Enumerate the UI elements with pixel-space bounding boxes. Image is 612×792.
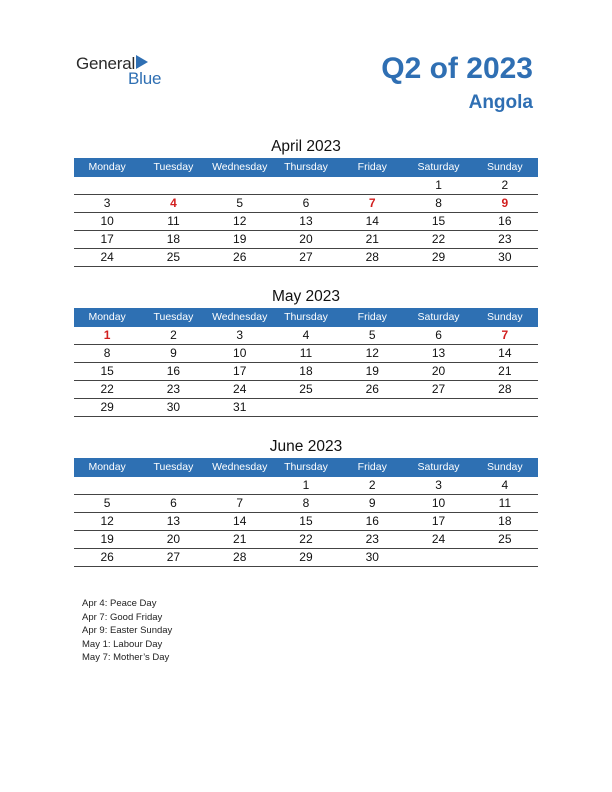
month-title: May 2023 <box>271 288 341 305</box>
day-header-saturday: Saturday <box>417 461 460 473</box>
week-row <box>74 231 538 249</box>
holiday-note: Apr 7: Good Friday <box>82 611 163 623</box>
month-title: April 2023 <box>271 138 341 155</box>
day-header-sunday: Sunday <box>487 161 523 173</box>
day-cell: 5 <box>368 328 376 342</box>
day-cell: 28 <box>365 250 379 264</box>
day-cell: 30 <box>166 400 181 414</box>
day-cell: 12 <box>100 514 114 528</box>
day-cell: 7 <box>236 496 244 510</box>
week-row <box>74 549 538 567</box>
holiday-note: May 7: Mother’s Day <box>82 652 170 663</box>
day-cell: 15 <box>299 514 313 528</box>
day-cell: 25 <box>498 532 512 546</box>
day-cell: 22 <box>299 532 313 546</box>
day-cell: 28 <box>498 382 512 396</box>
day-cell: 1 <box>103 328 111 342</box>
day-cell: 18 <box>498 514 512 528</box>
day-header-saturday: Saturday <box>417 161 460 173</box>
day-cell <box>140 177 206 194</box>
day-cell: 6 <box>302 196 310 210</box>
day-cell: 4 <box>501 478 509 492</box>
week-row <box>74 495 538 513</box>
day-cell: 29 <box>431 250 446 264</box>
day-cell: 26 <box>365 382 379 396</box>
day-header-row <box>74 308 538 327</box>
day-cell: 19 <box>100 532 114 546</box>
day-cell: 6 <box>170 496 177 510</box>
day-cell: 11 <box>167 214 180 228</box>
day-cell: 4 <box>170 196 177 210</box>
logo-blue-text: Blue <box>128 69 162 88</box>
day-header-thursday: Thursday <box>284 311 328 323</box>
day-cell: 29 <box>100 400 114 414</box>
day-cell: 22 <box>100 382 114 396</box>
day-cell: 21 <box>233 532 247 546</box>
day-cell <box>472 399 538 416</box>
weeks <box>74 477 538 567</box>
day-cell: 10 <box>233 346 247 360</box>
week-row <box>74 213 538 231</box>
month-april <box>74 136 538 267</box>
day-cell: 18 <box>299 364 313 378</box>
day-cell: 27 <box>166 550 181 564</box>
day-header-friday: Friday <box>357 461 387 473</box>
day-cell: 12 <box>365 346 379 360</box>
day-cell: 9 <box>170 346 177 360</box>
day-header-sunday: Sunday <box>487 461 523 473</box>
day-header-row <box>74 158 538 177</box>
day-cell <box>140 477 206 494</box>
month-may <box>74 286 538 417</box>
day-header-friday: Friday <box>357 161 387 173</box>
day-cell: 15 <box>431 214 446 228</box>
day-cell: 24 <box>431 532 446 546</box>
day-cell: 28 <box>233 550 247 564</box>
day-cell: 17 <box>233 364 247 378</box>
holiday-notes <box>82 597 172 665</box>
day-cell: 7 <box>501 328 509 342</box>
day-cell: 16 <box>365 514 379 528</box>
day-cell: 4 <box>302 328 310 342</box>
day-cell: 23 <box>365 532 379 546</box>
day-cell: 31 <box>233 400 247 414</box>
country-name: Angola <box>468 92 533 113</box>
day-cell: 15 <box>100 364 114 378</box>
day-cell: 10 <box>431 496 446 510</box>
week-row <box>74 249 538 267</box>
day-cell: 20 <box>431 364 446 378</box>
day-cell: 8 <box>435 196 442 210</box>
holiday-note: May 1: Labour Day <box>82 638 163 650</box>
day-cell: 30 <box>498 250 512 264</box>
day-header-thursday: Thursday <box>284 461 328 473</box>
day-cell: 22 <box>431 232 446 246</box>
day-cell: 23 <box>498 232 512 246</box>
day-cell: 16 <box>498 214 512 228</box>
day-header-wednesday: Wednesday <box>212 461 268 473</box>
day-cell: 11 <box>299 346 313 360</box>
day-cell: 13 <box>166 514 181 528</box>
month-title: June 2023 <box>269 438 343 455</box>
day-header-monday: Monday <box>88 161 126 173</box>
day-header-monday: Monday <box>88 311 126 323</box>
day-cell <box>339 177 405 194</box>
day-cell <box>74 177 140 194</box>
day-cell: 17 <box>431 514 446 528</box>
day-cell: 6 <box>435 328 442 342</box>
generalblue-logo <box>76 52 186 88</box>
day-cell <box>273 399 339 416</box>
day-cell: 8 <box>302 496 310 510</box>
day-cell: 9 <box>368 496 376 510</box>
day-cell: 2 <box>170 328 177 342</box>
logo-general-text: General <box>76 54 136 73</box>
page-title: Q2 of 2023 <box>381 52 533 85</box>
day-cell: 19 <box>233 232 247 246</box>
holiday-note: Apr 9: Easter Sunday <box>82 625 173 636</box>
day-header-wednesday: Wednesday <box>212 311 268 323</box>
week-row <box>74 327 538 345</box>
day-header-saturday: Saturday <box>417 311 460 323</box>
day-cell: 27 <box>299 250 313 264</box>
day-cell: 1 <box>302 478 310 492</box>
day-cell: 8 <box>103 346 111 360</box>
day-cell: 21 <box>498 364 512 378</box>
day-header-tuesday: Tuesday <box>153 161 194 173</box>
day-cell <box>74 477 140 494</box>
day-cell: 27 <box>431 382 446 396</box>
week-row <box>74 381 538 399</box>
day-header-sunday: Sunday <box>487 311 523 323</box>
day-cell: 3 <box>236 328 244 342</box>
day-cell: 23 <box>166 382 181 396</box>
day-header-tuesday: Tuesday <box>153 311 194 323</box>
day-cell: 24 <box>100 250 114 264</box>
week-row <box>74 363 538 381</box>
day-cell: 5 <box>103 496 111 510</box>
month-june <box>74 436 538 567</box>
day-header-wednesday: Wednesday <box>212 161 268 173</box>
day-header-friday: Friday <box>357 311 387 323</box>
day-cell <box>405 549 471 566</box>
day-cell: 14 <box>233 514 247 528</box>
day-cell: 2 <box>501 178 509 192</box>
day-header-row <box>74 458 538 477</box>
day-cell <box>207 177 273 194</box>
day-cell: 12 <box>233 214 247 228</box>
day-header-tuesday: Tuesday <box>153 461 194 473</box>
day-cell: 30 <box>365 550 379 564</box>
day-cell: 14 <box>365 214 379 228</box>
day-cell <box>273 177 339 194</box>
day-cell: 2 <box>368 478 376 492</box>
logo-flag-icon <box>136 55 148 69</box>
week-row <box>74 399 538 417</box>
day-cell: 29 <box>299 550 313 564</box>
day-cell: 24 <box>233 382 247 396</box>
weeks <box>74 327 538 417</box>
week-row <box>74 513 538 531</box>
day-cell: 17 <box>100 232 114 246</box>
day-cell: 20 <box>299 232 313 246</box>
holiday-note: Apr 4: Peace Day <box>82 598 157 609</box>
week-row <box>74 195 538 213</box>
week-row <box>74 477 538 495</box>
day-cell: 11 <box>498 496 512 510</box>
day-cell: 26 <box>233 250 247 264</box>
day-cell: 13 <box>431 346 446 360</box>
day-cell: 1 <box>435 178 442 192</box>
day-cell: 5 <box>236 196 244 210</box>
week-row <box>74 531 538 549</box>
day-cell: 7 <box>368 196 376 210</box>
day-cell: 25 <box>166 250 181 264</box>
day-cell: 25 <box>299 382 313 396</box>
day-cell <box>207 477 273 494</box>
day-cell: 13 <box>299 214 313 228</box>
weeks <box>74 177 538 267</box>
day-cell: 21 <box>365 232 379 246</box>
day-cell <box>339 399 405 416</box>
week-row <box>74 345 538 363</box>
week-row <box>74 177 538 195</box>
day-cell: 3 <box>103 196 111 210</box>
day-cell: 20 <box>166 532 181 546</box>
day-cell <box>472 549 538 566</box>
day-cell: 10 <box>100 214 114 228</box>
day-cell: 18 <box>166 232 181 246</box>
day-cell: 9 <box>501 196 509 210</box>
day-cell: 19 <box>365 364 379 378</box>
day-cell <box>405 399 471 416</box>
day-header-monday: Monday <box>88 461 126 473</box>
day-cell: 3 <box>435 478 442 492</box>
day-cell: 16 <box>166 364 181 378</box>
day-cell: 26 <box>100 550 114 564</box>
day-cell: 14 <box>498 346 512 360</box>
day-header-thursday: Thursday <box>284 161 328 173</box>
